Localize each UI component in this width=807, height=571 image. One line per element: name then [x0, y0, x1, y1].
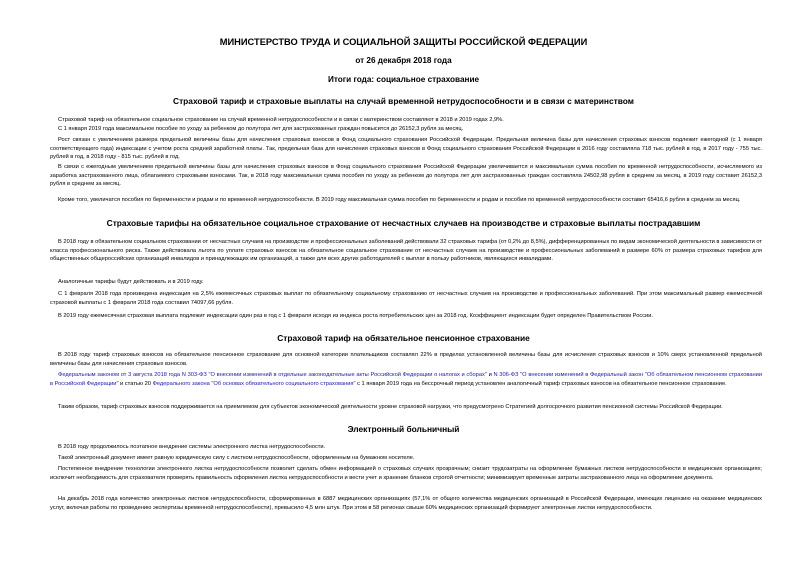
paragraph: Таким образом, тариф страховых взносов поддерживается на приемлемом для субъектов экономической деятельности уровне страховой нагрузки, что предусмотрено Стратегией долгосрочного развития пенсионной системы Российской Федерации.	[58, 404, 723, 410]
paragraph: В 2018 году продолжилось поэтапное внедрение системы электронного листка нетрудоспособности.	[58, 444, 326, 450]
paragraph: В 2018 году тариф страховых взносов на обязательное пенсионное страхование для основной категории плательщиков составлял 22% в пределах установленной величины базы для исчисления страховых взносов и 10% сверх установленной предельной величины базы для начисления страховых взносов.	[50, 352, 762, 367]
paragraph: В 2018 году в обязательном социальном страховании от несчастных случаев на производстве и профессиональных заболеваний действовали 32 страховых тарифа (от 0,2% до 8,5%), дифференцированных по видам экономической деятельности в зависимости от класса профессионального риска. Также действовала льгота по уплате страховых взносов на обязательное социальное страхование от несчастных случаев на производстве и профессиональных заболеваний в размере 60% от размера страховых тарифов для общественных общероссийских организаций инвалидов и принадлежащих им организаций, а также для всех других работодателей с выплат в пользу работников, являющихся инвалидами.	[50, 239, 762, 262]
section-title-temporary-disability: Страховой тариф и страховые выплаты на случай временной нетрудоспособности и в связи с материнством	[173, 96, 634, 106]
text-rest: с 1 января 2019 года на бессрочный период установлен аналогичный тариф страховых взносов на обязательное пенсионное страхование.	[355, 380, 727, 387]
law-link-303-fz[interactable]: Федеральным законом от 3 августа 2018 года N 303-ФЗ "О внесении изменений в отдельные законодательные акты Российской Федерации о налогах и сборах"	[58, 372, 487, 378]
document-date: от 26 декабря 2018 года	[355, 56, 452, 65]
paragraph-law-references	[50, 371, 762, 388]
text-and-article: и статью 20	[118, 380, 153, 387]
paragraph: В связи с ежегодным увеличением предельной величины базы для начисления страховых взносов в Фонд социального страхования Российской Федерации увеличивается и максимальная сумма пособия по временной нетрудоспособности, исчисляемого из заработка застрахованного лица, облагаемого страховыми взносами. Так, в 2018 году максимальная сумма пособия по уходу за ребенком до полутора лет для застрахованных граждан составляла 24502,98 рубля в среднем за месяц, в 2019 году составит 26152,3 рубля в среднем за месяц.	[50, 164, 762, 187]
section-title-accident-insurance: Страховые тарифы на обязательное социальное страхование от несчастных случаев на производстве и страховые выплаты пострадавшим	[106, 218, 701, 228]
paragraph: Такой электронный документ имеет равную юридическую силу с листком нетрудоспособности, оформленным на бумажном носителе.	[58, 455, 415, 461]
document-subtitle: Итоги года: социальное страхование	[327, 75, 480, 84]
section-title-electronic-sick-leave: Электронный больничный	[347, 424, 460, 434]
paragraph: С 1 февраля 2018 года произведена индексация на 2,5% ежемесячных страховых выплат по обязательному социальному страхованию от несчастных случаев на производстве и профессиональных заболеваний. При этом максимальный размер ежемесячной страховой выплаты с 1 февраля 2018 года составил 74097,66 рубля.	[50, 291, 762, 306]
paragraph: Постепенное внедрение технологии электронного листка нетрудоспособности позволит сделать обмен информацией о страховых случаях прозрачным; снизит трудозатраты на оформление бумажных листков нетрудоспособности в медицинских организациях; исключит необходимость для страхователя проверять правильность оформления листка нетрудоспособности и вести учет и хранение бланков строгой отчетности; минимизирует временные затраты застрахованного лица на оформление документа.	[50, 466, 762, 481]
section-title-pension-insurance: Страховой тариф на обязательное пенсионное страхование	[277, 333, 530, 343]
law-link-social-insurance-basics[interactable]: Федерального закона "Об основах обязательного социального страхования"	[152, 380, 356, 387]
text-and: и	[486, 372, 494, 378]
paragraph: Аналогичные тарифы будут действовать и в 2019 году.	[58, 279, 204, 285]
paragraph: Кроме того, увеличатся пособия по беременности и родам и по временной нетрудоспособности. В 2019 году максимальная сумма пособия по беременности и родам и пособия по временной нетрудоспособности составит 65416,6 рубля в среднем за месяц.	[58, 197, 741, 203]
paragraph: С 1 января 2019 года максимальное пособие по уходу за ребенком до полутора лет для застрахованных граждан повысится до 26152,3 рубля за месяц.	[58, 126, 464, 132]
paragraph: В 2019 году ежемесячная страховая выплата подлежит индексации один раз в год с 1 февраля исходя из индекса роста потребительских цен за 2018 год. Коэффициент индексации будет определен Правительством России.	[58, 313, 653, 319]
paragraph: На декабрь 2018 года количество электронных листков нетрудоспособности, сформированных в 6887 медицинских организациях (57,1% от общего количества медицинских организаций в Российской Федерации, имеющих лицензию на оказание медицинских услуг, включая работы по проведению экспертизы временной нетрудоспособности), превысило 4,5 млн штук. При этом в 58 регионах свыше 60% медицинских организаций формируют электронные листки нетрудоспособности.	[50, 496, 762, 511]
law-link-306-fz[interactable]: N 306-ФЗ "О внесении изменений в Федеральный закон "Об обязательном пенсионном страховании в Российской Федерации"	[50, 372, 762, 387]
ministry-heading: МИНИСТЕРСТВО ТРУДА И СОЦИАЛЬНОЙ ЗАЩИТЫ РОССИЙСКОЙ ФЕДЕРАЦИИ	[219, 37, 588, 47]
paragraph: Страховой тариф на обязательное социальное страхование на случай временной нетрудоспособности и в связи с материнством составляют в 2018 и 2019 годах 2,9%.	[58, 117, 504, 123]
paragraph: Рост связан с увеличением размера предельной величины базы для начисления страховых взносов в Фонд социального страхования Российской Федерации. Предельная величина базы для начисления страховых взносов подлежит ежегодной (с 1 января соответствующего года) индексации с учетом роста средней заработной платы. Так, предельная база для начисления страховых взносов в Фонд социального страхования Российской Федерации в 2016 году составляла 718 тыс. рублей в год, в 2017 году - 755 тыс. рублей в год, в 2018 году - 815 тыс. рублей в год.	[50, 137, 762, 160]
